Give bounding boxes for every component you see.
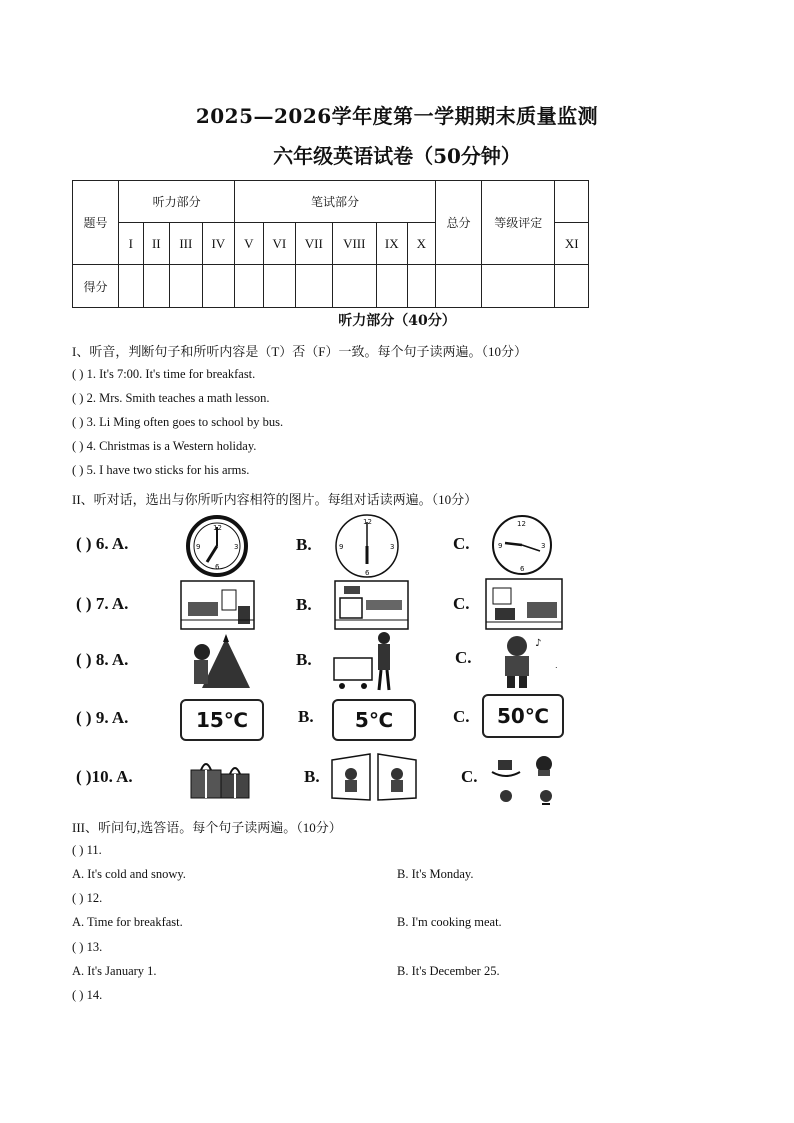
option-b-label: B. (298, 707, 314, 726)
numeral-cell: VI (263, 223, 296, 265)
question-item: ( ) 2. Mrs. Smith teaches a math lesson. (72, 391, 270, 405)
option-b-label: B. (296, 650, 312, 669)
clock-nine-icon[interactable] (490, 513, 554, 577)
svg-text:9: 9 (196, 543, 201, 551)
temperature-50-card[interactable]: 50℃ (482, 694, 564, 738)
svg-text:.: . (555, 661, 558, 670)
option-a[interactable]: A. It's cold and snowy. (72, 867, 186, 881)
svg-text:6: 6 (365, 569, 370, 577)
question-item: ( ) 12. (72, 891, 103, 905)
option-b[interactable]: B. It's Monday. (397, 867, 474, 881)
numeral-cell: X (407, 223, 435, 265)
section1-heading: I、听音，判断句子和所听内容是（T）否（F）一致。每个句子读两遍。（10分） (72, 344, 528, 359)
row-label-question-number: 题号 (73, 181, 119, 265)
toys-picture[interactable] (488, 750, 564, 810)
score-cell[interactable] (170, 265, 202, 308)
option-b[interactable]: B. It's December 25. (397, 964, 500, 978)
score-cell[interactable] (202, 265, 235, 308)
numeral-cell: II (143, 223, 170, 265)
question-8-label: ( ) 8. A. (76, 650, 129, 669)
option-c-label: C. (461, 767, 478, 786)
score-cell[interactable] (119, 265, 143, 308)
question-9-label: ( ) 9. A. (76, 708, 129, 727)
singing-boy-picture[interactable] (495, 632, 563, 690)
svg-text:6: 6 (215, 563, 220, 571)
listening-section-heading: 听力部分（40分） (338, 313, 456, 329)
gift-boxes-picture[interactable] (185, 752, 255, 802)
section2-heading: II、听对话，选出与你所听内容相符的图片。每组对话读两遍。（10分） (72, 492, 478, 507)
option-c-label: C. (455, 648, 472, 667)
question-item: ( ) 13. (72, 940, 103, 954)
question-7-label: ( ) 7. A. (76, 594, 129, 613)
total-label: 总分 (436, 181, 482, 265)
svg-text:3: 3 (234, 543, 239, 551)
question-item: ( ) 14. (72, 988, 103, 1002)
exam-subtitle: 六年级英语试卷（50分钟） (273, 144, 521, 168)
option-c-label: C. (453, 707, 470, 726)
option-b-label: B. (296, 595, 312, 614)
grade-label: 等级评定 (482, 181, 555, 265)
score-cell[interactable] (436, 265, 482, 308)
svg-text:9: 9 (339, 543, 344, 551)
question-6-label: ( ) 6. A. (76, 534, 129, 553)
bedroom-picture[interactable] (485, 578, 563, 630)
question-item: ( ) 1. It's 7:00. It's time for breakfast. (72, 367, 256, 381)
exam-title: 2025—2026学年度第一学期期末质量监测 (195, 104, 599, 128)
numeral-cell: I (119, 223, 143, 265)
numeral-cell: V (235, 223, 263, 265)
score-cell[interactable] (235, 265, 263, 308)
option-a[interactable]: A. It's January 1. (72, 964, 157, 978)
svg-text:9: 9 (498, 542, 503, 550)
question-item: ( ) 4. Christmas is a Western holiday. (72, 439, 257, 453)
temperature-15-card[interactable]: 15℃ (180, 699, 264, 741)
christmas-cards-picture[interactable] (330, 752, 420, 804)
score-table (72, 180, 589, 308)
blank-cell (555, 181, 589, 223)
kitchen-picture[interactable] (334, 580, 409, 630)
clock-six-icon[interactable] (334, 512, 400, 580)
score-cell[interactable] (482, 265, 555, 308)
option-c-label: C. (453, 594, 470, 613)
clock-seven-icon[interactable] (185, 514, 249, 578)
question-10-label: ( )10. A. (76, 767, 133, 786)
svg-text:6: 6 (520, 565, 525, 573)
option-c-label: C. (453, 534, 470, 553)
shopping-cart-picture[interactable] (330, 630, 398, 692)
section3-heading: III、听问句,选答语。每个句子读两遍。（10分） (72, 820, 342, 835)
score-cell[interactable] (263, 265, 296, 308)
numeral-cell: VII (296, 223, 333, 265)
score-cell[interactable] (376, 265, 407, 308)
svg-text:3: 3 (390, 543, 395, 551)
svg-text:3: 3 (541, 542, 546, 550)
svg-text:12: 12 (213, 524, 222, 532)
question-item: ( ) 3. Li Ming often goes to school by bus. (72, 415, 284, 429)
score-cell[interactable] (332, 265, 376, 308)
question-item: ( ) 5. I have two sticks for his arms. (72, 463, 250, 477)
question-item: ( ) 11. (72, 843, 102, 857)
living-room-picture[interactable] (180, 580, 255, 630)
option-a[interactable]: A. Time for breakfast. (72, 915, 183, 929)
numeral-cell: XI (555, 223, 589, 265)
row-label-score: 得分 (73, 265, 119, 308)
svg-text:12: 12 (517, 520, 526, 528)
numeral-cell: III (170, 223, 202, 265)
temperature-5-card[interactable]: 5℃ (332, 699, 416, 741)
numeral-cell: VIII (332, 223, 376, 265)
score-cell[interactable] (407, 265, 435, 308)
writing-part-label: 笔试部分 (235, 181, 436, 223)
option-b[interactable]: B. I'm cooking meat. (397, 915, 502, 929)
svg-text:♪: ♪ (535, 638, 542, 649)
christmas-tree-picture[interactable] (182, 634, 254, 690)
score-cell[interactable] (296, 265, 333, 308)
option-b-label: B. (304, 767, 320, 786)
listening-part-label: 听力部分 (119, 181, 235, 223)
numeral-cell: IV (202, 223, 235, 265)
option-b-label: B. (296, 535, 312, 554)
numeral-cell: IX (376, 223, 407, 265)
svg-text:12: 12 (363, 518, 372, 526)
score-cell[interactable] (555, 265, 589, 308)
score-cell[interactable] (143, 265, 170, 308)
